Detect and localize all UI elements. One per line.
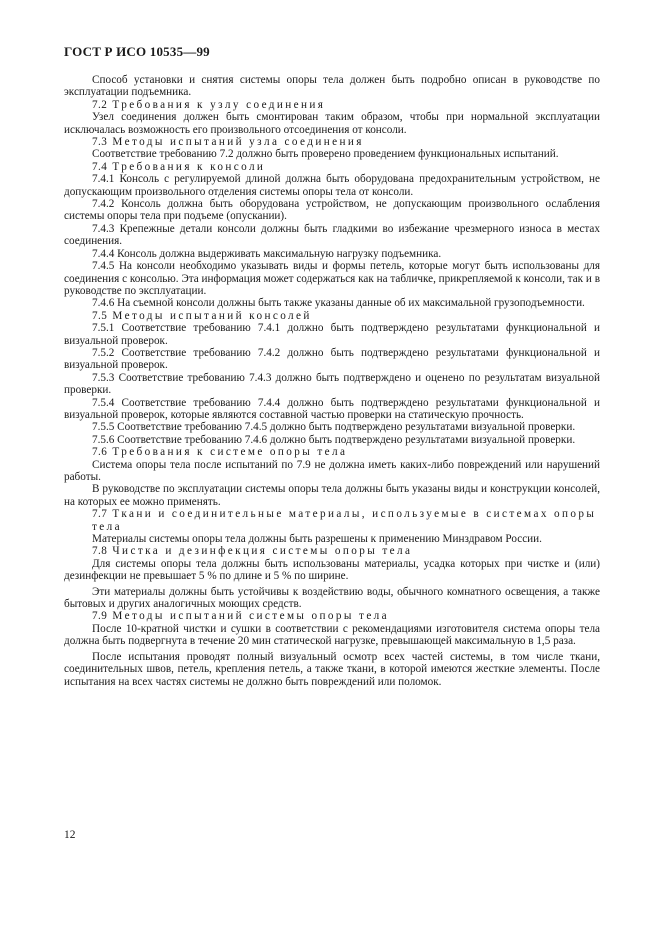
section-heading — [64, 610, 600, 622]
page-number: 12 — [64, 829, 76, 841]
paragraph: Эти материалы должны быть устойчивы к воздействию воды, обычного комнатного освещения, а также бытовых и других аналогичных моющих средств. — [64, 585, 600, 611]
section-number: 7.5 — [92, 309, 108, 322]
paragraph: В руководстве по эксплуатации системы опоры тела должны быть указаны виды и конструкции консолей, на которых ее можно применять. — [64, 483, 600, 508]
paragraph: Для системы опоры тела должны быть использованы материалы, усадка которых при чистке и (или) дезинфекции не превышает 5 % по длине и 5 % по ширине. — [64, 557, 600, 583]
paragraph: 7.5.2 Соответствие требованию 7.4.2 должно быть подтверждено результатами функциональной и визуальной проверок. — [64, 346, 600, 372]
section-number: 7.9 — [92, 610, 108, 623]
section-heading — [64, 161, 600, 173]
section-heading — [64, 99, 600, 111]
paragraph: Способ установки и снятия системы опоры тела должен быть подробно описан в руководстве по эксплуатации подъемника. — [64, 74, 600, 99]
document-body — [64, 74, 600, 688]
paragraph: 7.5.5 Соответствие требованию 7.4.5 должно быть подтверждено результатами визуальной проверки. — [92, 421, 576, 434]
paragraph: 7.5.3 Соответствие требованию 7.4.3 должно быть подтверждено и оценено по результатам визуальной проверки. — [64, 371, 600, 397]
paragraph: 7.4.2 Консоль должна быть оборудована устройством, не допускающим произвольного ослабления системы опоры тела при подъеме (опускании). — [64, 198, 600, 223]
section-heading — [64, 136, 600, 148]
paragraph: После 10-кратной чистки и сушки в соответствии с рекомендациями изготовителя система опоры тела должна быть подвергнута в течение 20 мин статической нагрузке, превышающей максимальную в 1,5 раза. — [64, 622, 600, 648]
paragraph: 7.4.5 На консоли необходимо указывать виды и формы петель, которые могут быть использованы для соединения с консолью. Эта информация может содержаться как на табличке, прикрепляемой к консоли, так и в руководстве по эксплуатации. — [64, 260, 600, 297]
paragraph: 7.4.6 На съемной консоли должны быть также указаны данные об их максимальной грузоподъемности. — [92, 297, 585, 310]
section-title: Требования к узлу соединения — [112, 98, 326, 111]
section-heading — [64, 446, 600, 458]
paragraph: 7.5.1 Соответствие требованию 7.4.1 должно быть подтверждено результатами функциональной и визуальной проверок. — [64, 322, 600, 347]
paragraph: Система опоры тела после испытаний по 7.9 не должна иметь каких-либо повреждений или нарушений работы. — [64, 458, 600, 483]
section-number: 7.2 — [92, 98, 108, 111]
paragraph: 7.4.4 Консоль должна выдерживать максимальную нагрузку подъемника. — [92, 247, 442, 260]
paragraph: 7.4.3 Крепежные детали консоли должны быть гладкими во избежание чрезмерного износа в местах соединения. — [64, 222, 600, 248]
section-title: Требования к системе опоры тела — [112, 446, 348, 459]
section-title: Чистка и дезинфекция системы опоры тела — [112, 545, 413, 558]
paragraph: 7.5.4 Соответствие требованию 7.4.4 должно быть подтверждено результатами функциональной и визуальной проверок, которые являются составной частью проверки на статическую прочность. — [64, 396, 600, 421]
section-heading — [64, 310, 600, 322]
document-header: ГОСТ Р ИСО 10535—99 — [64, 44, 210, 59]
paragraph: 7.4.1 Консоль с регулируемой длиной должна быть оборудована предохранительным устройством, не допускающим произвольного отделения системы опоры тела от консоли. — [64, 173, 600, 198]
paragraph: Материалы системы опоры тела должны быть разрешены к применению Минздравом России. — [92, 533, 542, 546]
section-title: Методы испытаний узла соединения — [112, 136, 364, 149]
section-number: 7.3 — [92, 136, 108, 149]
section-heading — [64, 508, 600, 533]
section-heading — [64, 545, 600, 557]
paragraph: 7.5.6 Соответствие требованию 7.4.6 должно быть подтверждено результатами визуальной проверки. — [92, 433, 576, 446]
section-title: Методы испытаний системы опоры тела — [112, 610, 390, 623]
section-number: 7.4 — [92, 160, 108, 173]
paragraph: Соответствие требованию 7.2 должно быть проверено проведением функциональных испытаний. — [92, 148, 559, 161]
section-title: Методы испытаний консолей — [112, 309, 312, 322]
paragraph: После испытания проводят полный визуальный осмотр всех частей системы, в том числе ткани, соединительных швов, петель, крепления петель, а также ткани, в которой имеются жесткие элементы. После испытания на всех частях системы не должно быть повреждений или поломок. — [64, 650, 600, 688]
section-number: 7.7 — [92, 508, 108, 521]
paragraph: Узел соединения должен быть смонтирован таким образом, чтобы при нормальной эксплуатации исключалась возможность его произвольного отсоединения от консоли. — [64, 111, 600, 136]
section-number: 7.8 — [92, 545, 108, 558]
section-title: Ткани и соединительные материалы, используемые в системах опоры тела — [92, 508, 597, 533]
section-title: Требования к консоли — [112, 160, 266, 173]
section-number: 7.6 — [92, 446, 108, 459]
